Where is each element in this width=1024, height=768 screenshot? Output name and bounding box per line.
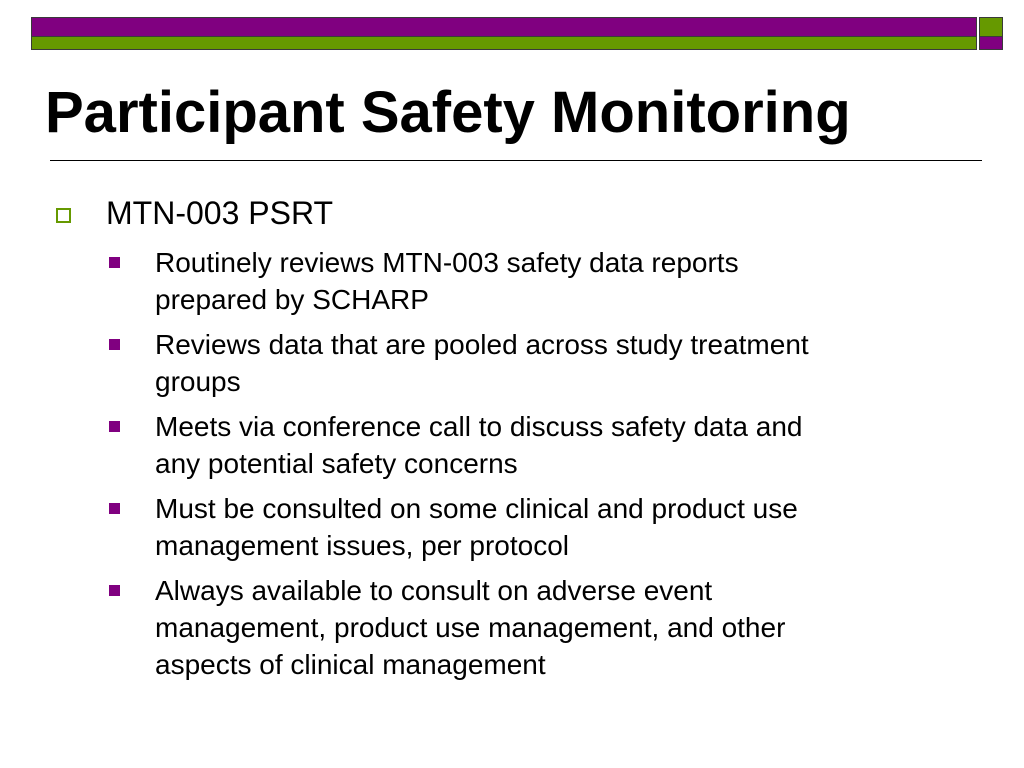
bullet-level1-text: MTN-003 PSRT [106,195,334,231]
bullet-line: Reviews data that are pooled across study treatment [155,329,809,360]
bullet-line: Routinely reviews MTN-003 safety data reports [155,247,739,278]
bullet-line: any potential safety concerns [155,448,518,479]
bullet-line: Always available to consult on adverse event [155,575,713,606]
bullet-line: groups [155,366,241,397]
bullet-item [155,326,985,400]
bullet-item [155,490,985,564]
slide-title: Participant Safety Monitoring [45,80,851,145]
header-bar-purple [31,17,977,37]
bullet-item [155,572,985,683]
filled-square-bullet-icon [109,503,120,514]
bullet-line: management, product use management, and other [155,612,786,643]
header-square-green [979,17,1003,37]
filled-square-bullet-icon [109,257,120,268]
bullet-line: Meets via conference call to discuss safety data and [155,411,803,442]
filled-square-bullet-icon [109,339,120,350]
bullet-item [155,408,985,482]
header-square-purple [979,37,1003,50]
bullet-item [155,244,985,318]
bullet-line: prepared by SCHARP [155,284,429,315]
bullet-line: aspects of clinical management [155,649,546,680]
bullet-line: Must be consulted on some clinical and product use [155,493,798,524]
bullet-line: management issues, per protocol [155,530,569,561]
filled-square-bullet-icon [109,585,120,596]
hollow-square-bullet-icon [56,208,71,223]
filled-square-bullet-icon [109,421,120,432]
header-bar-green [31,37,977,50]
title-divider [50,160,982,161]
